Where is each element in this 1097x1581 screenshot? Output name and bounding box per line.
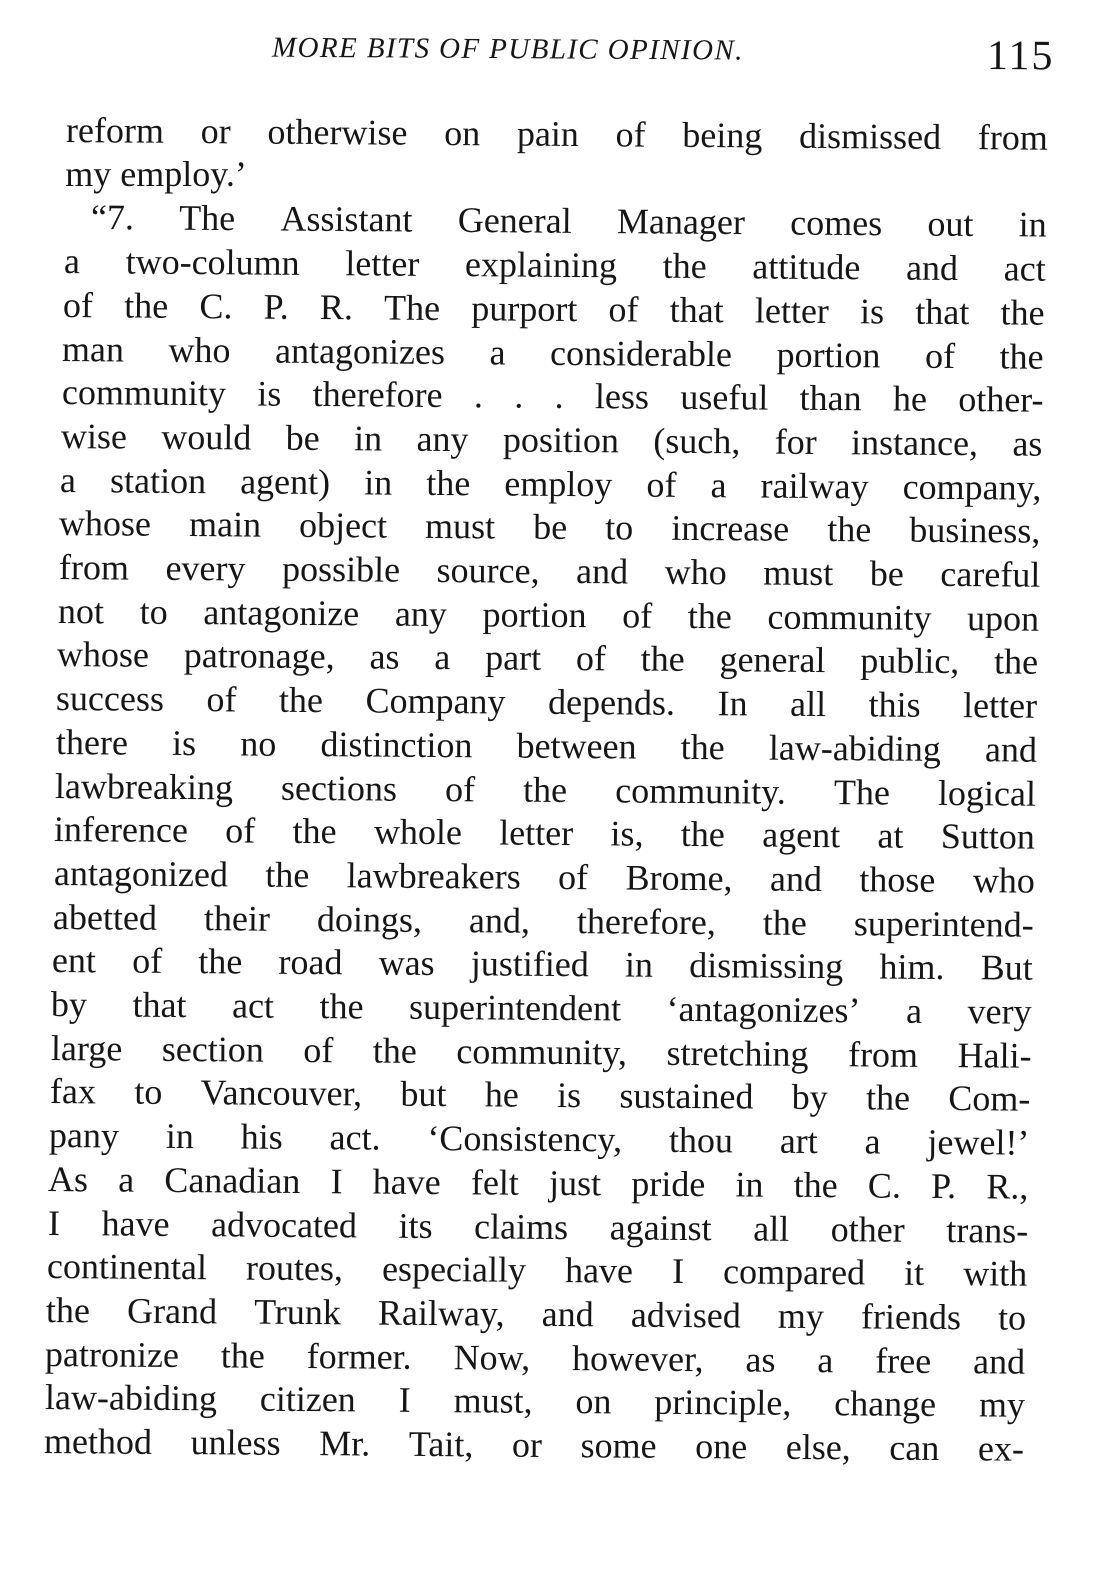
text-line: success of the Company depends. In all this letter — [56, 678, 1038, 726]
text-line: inference of the whole letter is, the agent at Sutton — [54, 809, 1036, 857]
text-line: a station agent) in the employ of a railway company, — [59, 459, 1042, 508]
running-title: MORE BITS OF PUBLIC OPINION. — [271, 31, 744, 67]
text-line: continental routes, especially have I compared it with — [46, 1246, 1028, 1294]
text-line: patronize the former. Now, however, as a free and — [45, 1333, 1026, 1382]
text-line: community is therefore . . . less useful than he other- — [61, 372, 1044, 420]
text-line: whose patronage, as a part of the general public, the — [57, 634, 1039, 683]
text-line: reform or otherwise on pain of being dismissed from — [65, 110, 1049, 158]
text-line: ent of the road was justified in dismissing him. But — [51, 940, 1033, 988]
text-line: fax to Vancouver, but he is sustained by the Com- — [49, 1071, 1031, 1120]
text-line: man who antagonizes a considerable portion of the — [62, 328, 1045, 377]
text-line: whose main object must be to increase the business, — [59, 503, 1041, 552]
text-line: a two-column letter explaining the attitude and act — [63, 241, 1046, 289]
text-line: abetted their doings, and, therefore, the superintend- — [52, 896, 1034, 945]
text-line: antagonized the lawbreakers of Brome, and those who — [53, 852, 1035, 901]
text-line: of the C. P. R. The purport of that letter is that the — [62, 284, 1045, 333]
text-line: “7. The Assistant General Manager comes out in — [90, 197, 1047, 245]
text-line: pany in his act. ‘Consistency, thou art a jewel!’ — [48, 1115, 1030, 1163]
text-line: the Grand Trunk Railway, and advised my friends to — [46, 1289, 1027, 1338]
text-line: my employ.’ — [65, 153, 247, 194]
text-line: by that act the superintendent ‘antagonizes’ a very — [51, 984, 1033, 1032]
text-line: wise would be in any position (such, for instance, as — [60, 415, 1043, 464]
text-line: not to antagonize any portion of the community upon — [57, 590, 1040, 639]
text-line: law-abiding citizen I must, on principle, change my — [44, 1377, 1025, 1425]
running-head — [0, 26, 1097, 89]
text-line: there is no distinction between the law-abiding and — [55, 721, 1037, 770]
text-line: I have advocated its claims against all other trans- — [47, 1202, 1029, 1251]
text-line: lawbreaking sections of the community. The logical — [54, 765, 1037, 814]
text-line: from every possible source, and who must be careful — [58, 547, 1041, 595]
text-line: method unless Mr. Tait, or some one else, can ex- — [43, 1421, 1025, 1469]
text-line: As a Canadian I have felt just pride in the C. P. R., — [48, 1158, 1029, 1207]
text-line: large section of the community, stretching from Hali- — [50, 1027, 1032, 1076]
page-number: 115 — [986, 33, 1055, 80]
